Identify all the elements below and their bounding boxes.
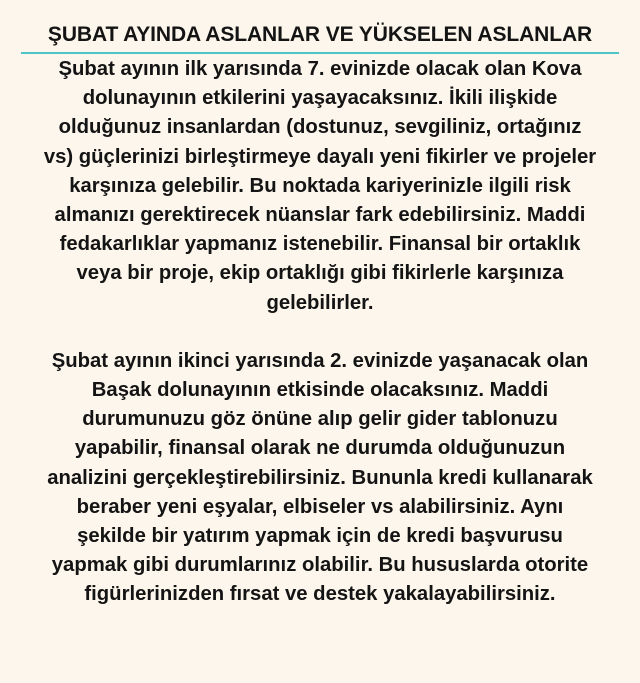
paragraph-second-half xyxy=(4,347,636,610)
page-title: ŞUBAT AYINDA ASLANLAR VE YÜKSELEN ASLANLAR xyxy=(47,23,593,46)
text-line: şekilde bir yatırım yapmak için de kredi başvurusu xyxy=(77,525,563,548)
text-line: dolunayının etkilerini yaşayacaksınız. İkili ilişkide xyxy=(82,87,558,110)
text-line: yapmak gibi durumlarınız olabilir. Bu hususlarda otorite xyxy=(51,554,589,577)
text-line: durumunuzu göz önüne alıp gelir gider tablonuzu xyxy=(82,408,558,431)
text-line: yapabilir, finansal olarak ne durumda olduğunuzun xyxy=(74,437,566,460)
text-line: figürlerinizden fırsat ve destek yakalayabilirsiniz. xyxy=(84,583,556,606)
text-line: gelebilirler. xyxy=(266,291,374,314)
text-line: Şubat ayının ilk yarısında 7. evinizde olacak olan Kova xyxy=(58,58,582,80)
text-line: Şubat ayının ikinci yarısında 2. evinizde yaşanacak olan xyxy=(51,349,589,372)
text-line: almanızı gerektirecek nüanslar fark edebilirsiniz. Maddi xyxy=(54,204,586,227)
text-line: veya bir proje, ekip ortaklığı gibi fikirlerle karşınıza xyxy=(76,262,564,285)
text-line: beraber yeni eşyalar, elbiseler vs alabilirsiniz. Aynı xyxy=(76,495,564,518)
text-line: karşınıza gelebilir. Bu noktada kariyerinizle ilgili risk xyxy=(69,174,571,197)
text-line: vs) güçlerinizi birleştirmeye dayalı yeni fikirler ve projeler xyxy=(43,145,597,168)
title-underline xyxy=(21,52,619,54)
text-line: Başak dolunayının etkisinde olacaksınız. Maddi xyxy=(91,379,549,402)
text-line: olduğunuz insanlardan (dostunuz, sevgiliniz, ortağınız xyxy=(58,116,582,139)
text-line: analizini gerçekleştirebilirsiniz. Bununla kredi kullanarak xyxy=(47,466,593,489)
text-line: fedakarlıklar yapmanız istenebilir. Finansal bir ortaklık xyxy=(59,233,581,256)
paragraph-first-half xyxy=(4,55,636,318)
